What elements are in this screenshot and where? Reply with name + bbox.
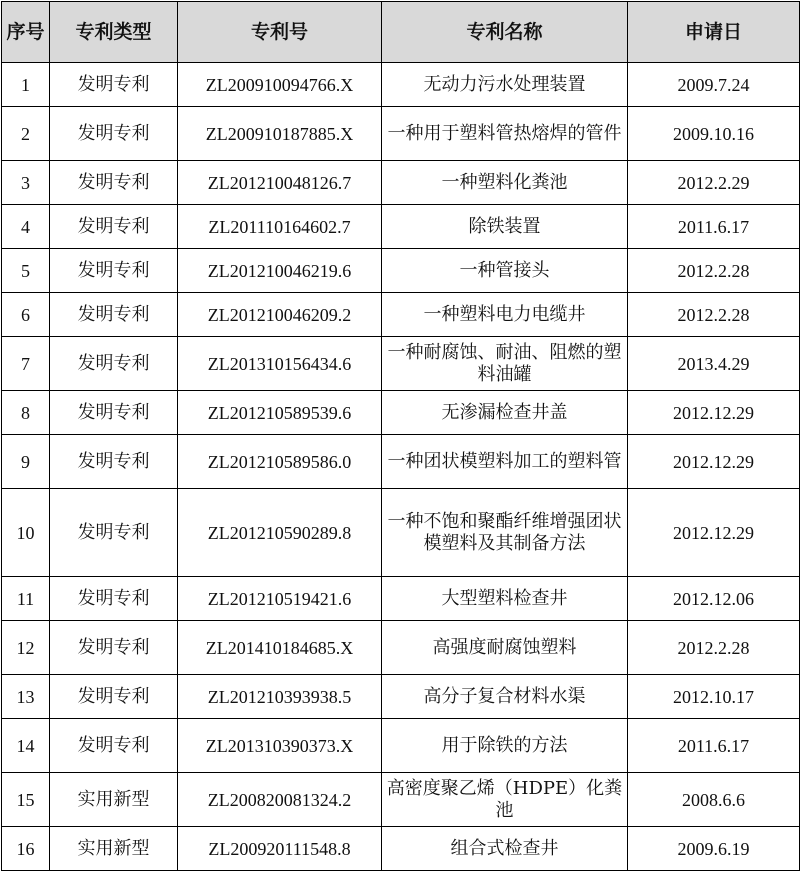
cell-seq: 15 [2,773,50,827]
cell-name: 无动力污水处理装置 [382,63,628,107]
cell-number: ZL200910094766.X [178,63,382,107]
table-row [2,435,800,489]
cell-seq: 12 [2,621,50,675]
cell-type: 发明专利 [50,293,178,337]
cell-name: 一种塑料化粪池 [382,161,628,205]
cell-type: 发明专利 [50,435,178,489]
cell-type: 发明专利 [50,63,178,107]
cell-date: 2012.2.28 [628,621,800,675]
cell-date: 2013.4.29 [628,337,800,391]
cell-seq: 1 [2,63,50,107]
cell-type: 发明专利 [50,249,178,293]
table-row [2,719,800,773]
table-row [2,577,800,621]
table-row [2,107,800,161]
cell-type: 实用新型 [50,773,178,827]
cell-type: 发明专利 [50,621,178,675]
cell-date: 2009.7.24 [628,63,800,107]
cell-number: ZL201210519421.6 [178,577,382,621]
cell-seq: 14 [2,719,50,773]
cell-number: ZL201310390373.X [178,719,382,773]
cell-seq: 16 [2,827,50,871]
header-seq: 序号 [2,2,50,63]
cell-type: 发明专利 [50,719,178,773]
cell-number: ZL200910187885.X [178,107,382,161]
table-row [2,391,800,435]
cell-name: 高强度耐腐蚀塑料 [382,621,628,675]
table-row [2,205,800,249]
cell-seq: 8 [2,391,50,435]
cell-type: 发明专利 [50,107,178,161]
cell-number: ZL201210590289.8 [178,489,382,577]
table-row [2,63,800,107]
cell-seq: 13 [2,675,50,719]
cell-name: 高密度聚乙烯（HDPE）化粪池 [382,773,628,827]
cell-name: 一种塑料电力电缆井 [382,293,628,337]
cell-name: 无渗漏检查井盖 [382,391,628,435]
cell-date: 2012.12.06 [628,577,800,621]
cell-type: 发明专利 [50,161,178,205]
cell-seq: 10 [2,489,50,577]
cell-number: ZL201210048126.7 [178,161,382,205]
cell-number: ZL201210589539.6 [178,391,382,435]
cell-name: 一种不饱和聚酯纤维增强团状模塑料及其制备方法 [382,489,628,577]
header-date: 申请日 [628,2,800,63]
cell-number: ZL200920111548.8 [178,827,382,871]
cell-name: 一种耐腐蚀、耐油、阻燃的塑料油罐 [382,337,628,391]
table-row [2,489,800,577]
table-row [2,161,800,205]
cell-name: 一种管接头 [382,249,628,293]
table-row [2,293,800,337]
cell-type: 发明专利 [50,205,178,249]
cell-name: 一种用于塑料管热熔焊的管件 [382,107,628,161]
table-row [2,337,800,391]
table-row [2,675,800,719]
cell-seq: 4 [2,205,50,249]
table-row [2,621,800,675]
cell-type: 发明专利 [50,577,178,621]
table-row [2,827,800,871]
cell-number: ZL201210589586.0 [178,435,382,489]
cell-type: 发明专利 [50,675,178,719]
cell-type: 发明专利 [50,337,178,391]
cell-number: ZL201210046219.6 [178,249,382,293]
cell-seq: 5 [2,249,50,293]
cell-name: 组合式检查井 [382,827,628,871]
cell-number: ZL201310156434.6 [178,337,382,391]
cell-name: 用于除铁的方法 [382,719,628,773]
patent-table [1,1,800,871]
cell-number: ZL201210393938.5 [178,675,382,719]
cell-name: 高分子复合材料水渠 [382,675,628,719]
header-number: 专利号 [178,2,382,63]
cell-name: 一种团状模塑料加工的塑料管 [382,435,628,489]
cell-date: 2009.10.16 [628,107,800,161]
cell-number: ZL201110164602.7 [178,205,382,249]
cell-number: ZL200820081324.2 [178,773,382,827]
cell-seq: 2 [2,107,50,161]
cell-date: 2012.2.28 [628,249,800,293]
table-row [2,773,800,827]
cell-name: 大型塑料检查井 [382,577,628,621]
cell-seq: 6 [2,293,50,337]
header-name: 专利名称 [382,2,628,63]
table-row [2,249,800,293]
cell-type: 发明专利 [50,489,178,577]
cell-date: 2011.6.17 [628,205,800,249]
cell-seq: 3 [2,161,50,205]
cell-seq: 11 [2,577,50,621]
cell-date: 2008.6.6 [628,773,800,827]
cell-name: 除铁装置 [382,205,628,249]
cell-number: ZL201210046209.2 [178,293,382,337]
cell-date: 2012.12.29 [628,489,800,577]
table-header-row [2,2,800,63]
cell-date: 2012.2.29 [628,161,800,205]
cell-date: 2011.6.17 [628,719,800,773]
cell-type: 实用新型 [50,827,178,871]
cell-seq: 7 [2,337,50,391]
cell-number: ZL201410184685.X [178,621,382,675]
cell-seq: 9 [2,435,50,489]
cell-date: 2012.12.29 [628,391,800,435]
cell-date: 2009.6.19 [628,827,800,871]
cell-date: 2012.10.17 [628,675,800,719]
cell-date: 2012.12.29 [628,435,800,489]
header-type: 专利类型 [50,2,178,63]
cell-date: 2012.2.28 [628,293,800,337]
cell-type: 发明专利 [50,391,178,435]
